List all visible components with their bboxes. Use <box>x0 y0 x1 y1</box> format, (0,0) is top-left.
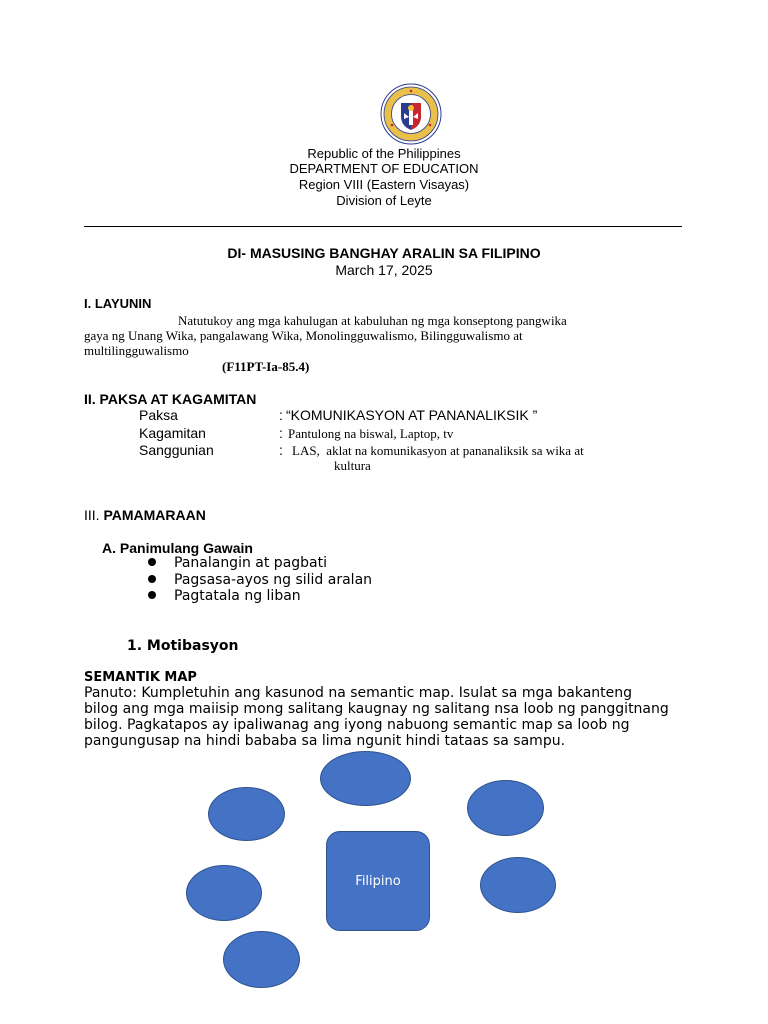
sanggunian-label: Sanggunian <box>139 442 214 458</box>
header-region: Region VIII (Eastern Visayas) <box>298 177 470 192</box>
kagamitan-value: Pantulong na biswal, Laptop, tv <box>288 426 454 441</box>
layunin-line-3: multilingguwalismo <box>84 343 189 358</box>
layunin-line-1: Natutukoy ang mga kahulugan at kabuluhan ng mga konseptong pangwika <box>178 313 567 328</box>
list-item: Pagsasa-ayos ng silid aralan <box>148 572 372 588</box>
section-paksa-heading: II. PAKSA AT KAGAMITAN <box>84 391 257 407</box>
header-department: DEPARTMENT OF EDUCATION <box>289 161 479 176</box>
semantic-map-heading: SEMANTIK MAP <box>84 670 197 685</box>
sanggunian-separator: : <box>279 442 283 458</box>
deped-seal-logo <box>380 83 442 145</box>
instruction-line-1: Panuto: Kumpletuhin ang kasunod na semantic map. Isulat sa mga bakanteng <box>84 685 633 701</box>
list-item: Pagtatala ng liban <box>148 588 301 604</box>
section-layunin-heading: I. LAYUNIN <box>84 296 152 311</box>
list-item: Panalangin at pagbati <box>148 555 327 571</box>
kagamitan-separator: : <box>279 425 283 441</box>
motibasyon-heading: 1. Motibasyon <box>127 638 239 654</box>
semantic-bubble-upper-left <box>208 787 285 841</box>
instruction-line-2: bilog ang mga maiisip mong salitang kaugnay ng salitang nsa loob ng panggitnang <box>84 701 669 717</box>
header-divider <box>84 226 682 227</box>
semantic-bubble-top <box>320 751 411 806</box>
document-title: DI- MASUSING BANGHAY ARALIN SA FILIPINO <box>227 245 541 261</box>
competency-code: (F11PT-Ia-85.4) <box>222 359 310 374</box>
instruction-line-4: pangungusap na hindi bababa sa lima ngunit hindi tataas sa sampu. <box>84 733 566 749</box>
semantic-bubble-lower-right <box>480 857 556 913</box>
semantic-bubble-bottom <box>223 931 300 988</box>
header-republic: Republic of the Philippines <box>307 146 461 161</box>
document-date: March 17, 2025 <box>335 262 433 278</box>
sanggunian-value: LAS, aklat na komunikasyon at pananaliksik sa wika at <box>292 443 584 458</box>
bullet-icon <box>148 558 156 566</box>
pamamaraan-title: PAMAMARAAN <box>103 507 206 523</box>
paksa-label: Paksa <box>139 407 178 423</box>
semantic-bubble-upper-right <box>467 780 544 836</box>
bullet-icon <box>148 575 156 583</box>
pamamaraan-prefix: III. <box>84 507 100 523</box>
sanggunian-continuation: kultura <box>334 458 371 473</box>
center-label: Filipino <box>355 873 401 889</box>
panimulang-gawain-heading: A. Panimulang Gawain <box>102 540 253 556</box>
paksa-separator: : <box>279 407 283 423</box>
layunin-line-2: gaya ng Unang Wika, pangalawang Wika, Monolingguwalismo, Bilingguwalismo at <box>84 328 523 343</box>
instruction-line-3: bilog. Pagkatapos ay ipaliwanag ang iyong nabuong semantic map sa loob ng <box>84 717 630 733</box>
section-pamamaraan-heading <box>84 507 206 523</box>
semantic-bubble-lower-left <box>186 865 262 921</box>
semantic-center-box <box>326 831 430 931</box>
header-division: Division of Leyte <box>336 193 432 208</box>
kagamitan-label: Kagamitan <box>139 425 206 441</box>
bullet-icon <box>148 591 156 599</box>
paksa-value: “KOMUNIKASYON AT PANANALIKSIK ” <box>286 407 538 423</box>
